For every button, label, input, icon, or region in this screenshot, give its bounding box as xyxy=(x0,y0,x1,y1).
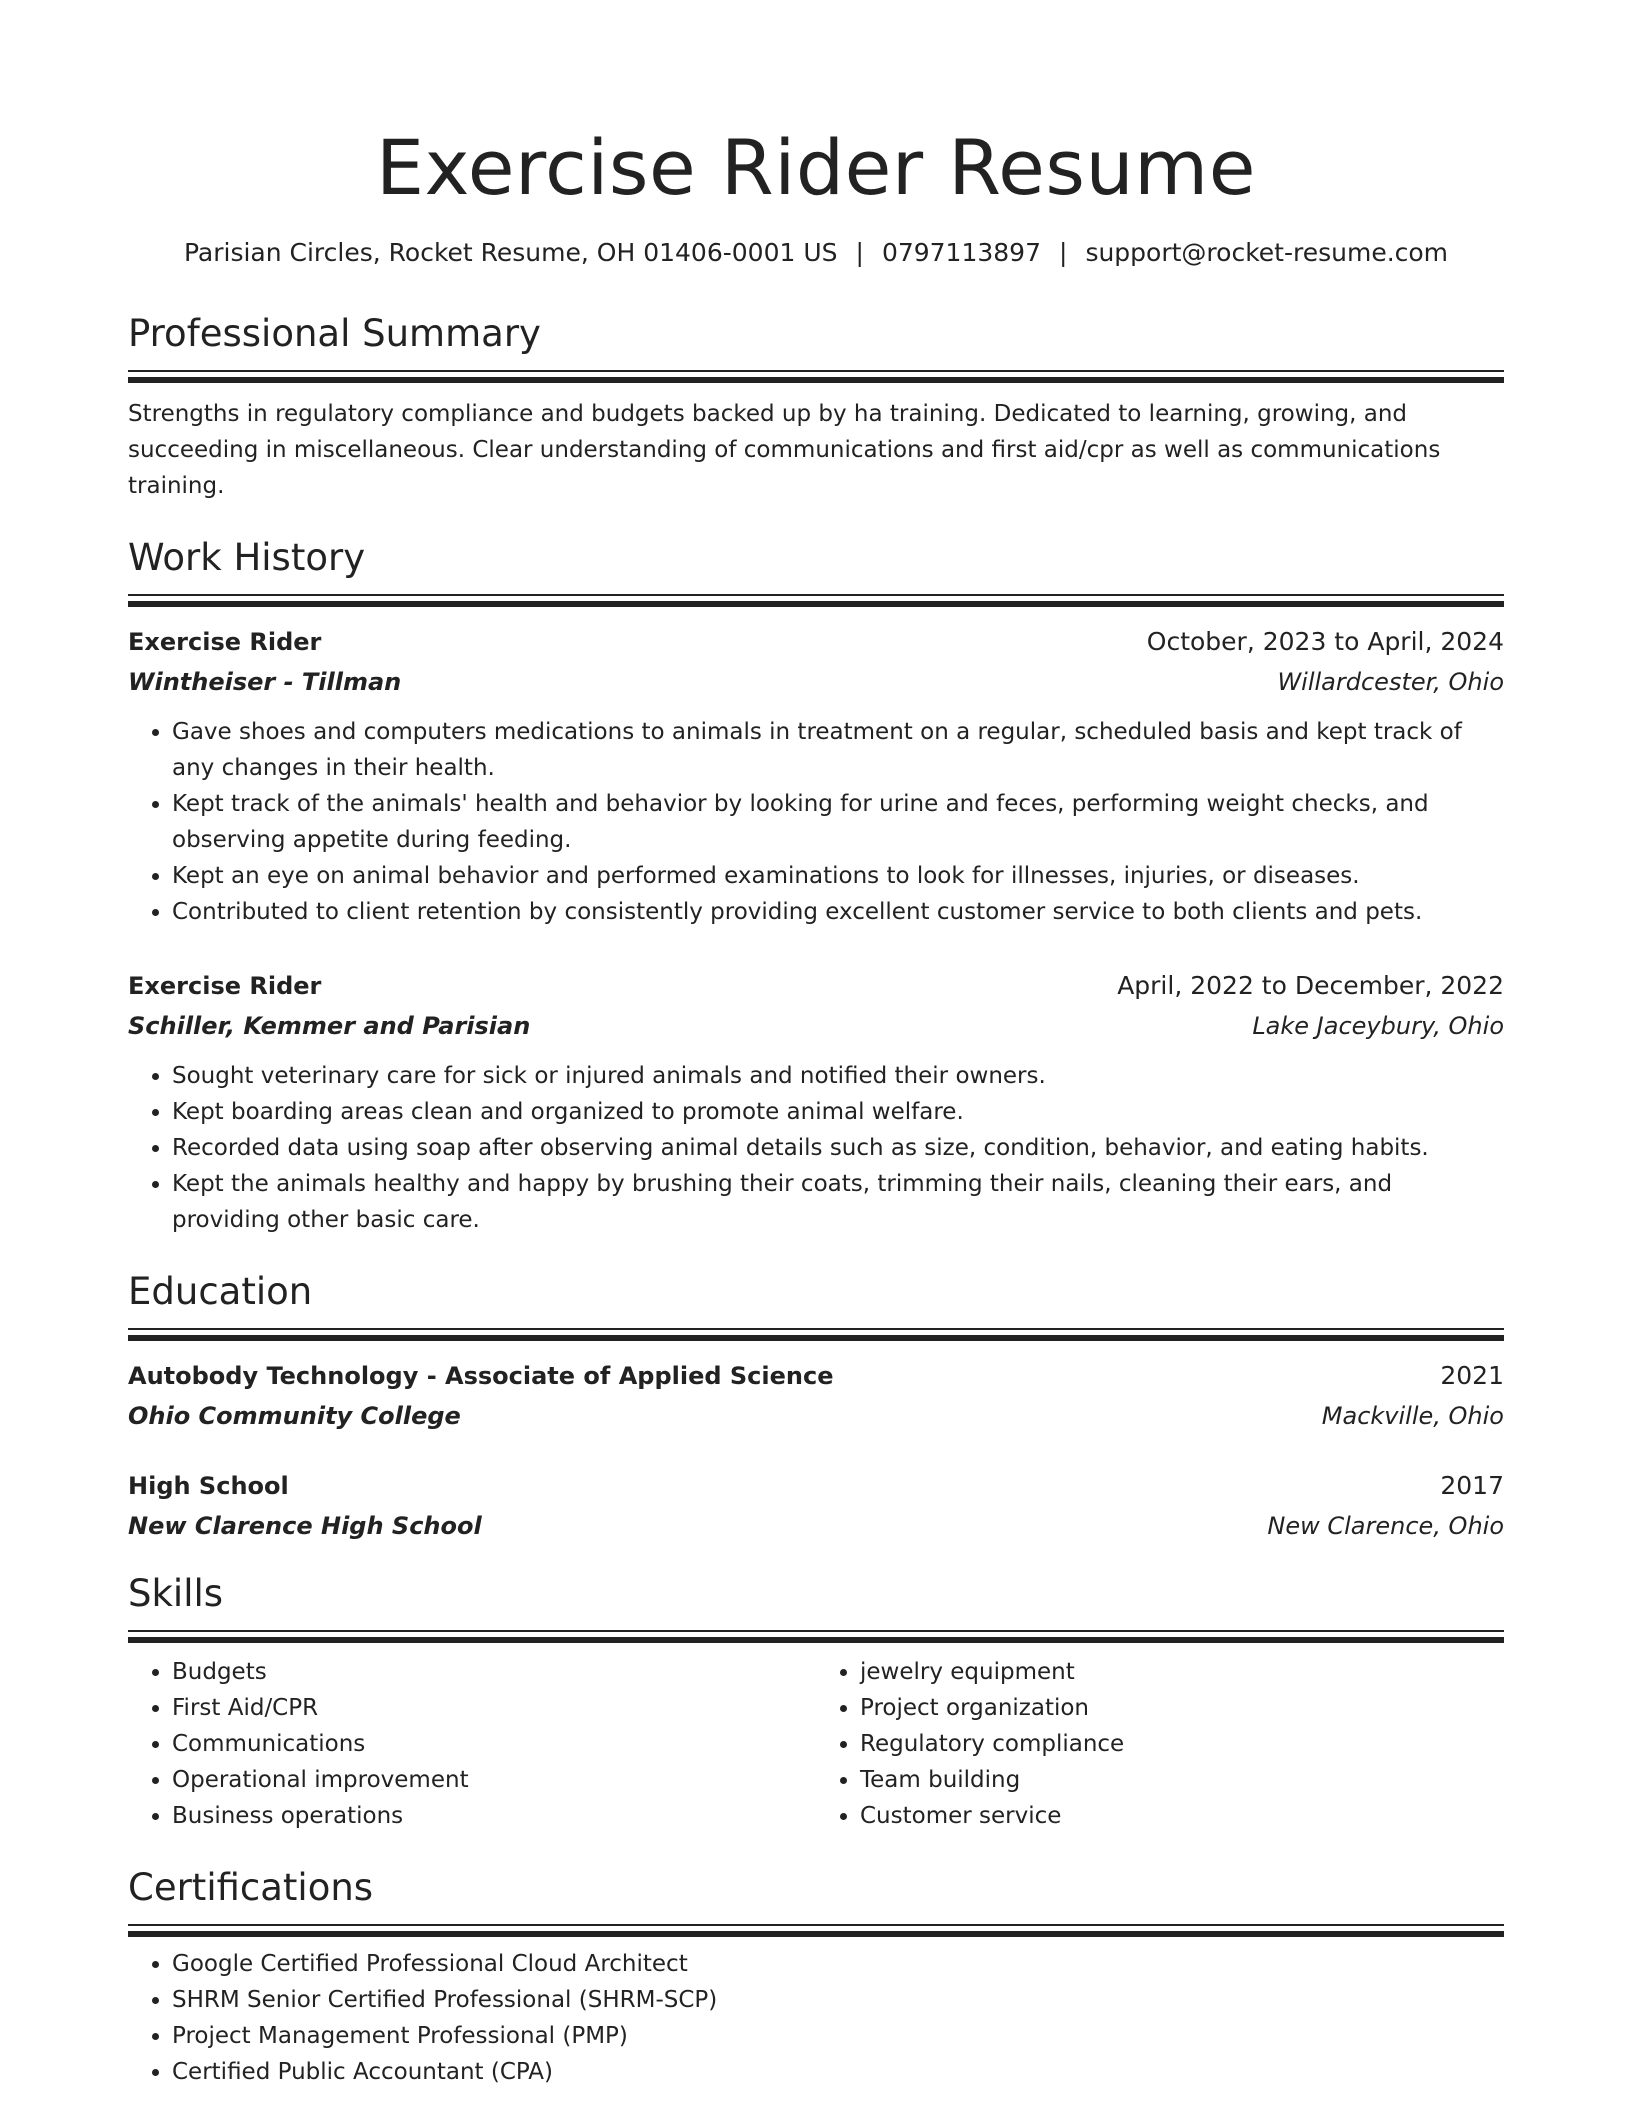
summary-section xyxy=(128,310,1504,504)
education-entry xyxy=(128,1466,1504,1546)
job-entry xyxy=(128,622,1504,930)
certification-item: • Google Certified Professional Cloud Architect xyxy=(172,1946,1504,1982)
job-location: Lake Jaceybury, Ohio xyxy=(1252,1012,1504,1040)
education-year: 2021 xyxy=(1440,1361,1504,1390)
job-bullet: • Gave shoes and computers medications to animals in treatment on a regular, scheduled basis and kept track of any changes in their health. xyxy=(172,714,1504,786)
job-bullet: • Recorded data using soap after observing animal details such as size, condition, behavior, and eating habits. xyxy=(172,1130,1504,1166)
job-bullet: • Contributed to client retention by consistently providing excellent customer service to both clients and pets. xyxy=(172,894,1504,930)
job-bullets xyxy=(128,1058,1504,1238)
job-company: Wintheiser - Tillman xyxy=(128,668,402,696)
skill-item: • Operational improvement xyxy=(172,1762,816,1798)
skill-item: • Customer service xyxy=(860,1798,1504,1834)
certification-item: • Project Management Professional (PMP) xyxy=(172,2018,1504,2054)
job-bullets xyxy=(128,714,1504,930)
contact-email: support@rocket-resume.com xyxy=(1085,238,1449,267)
skills-columns xyxy=(128,1654,1504,1834)
certifications-heading: Certifications xyxy=(128,1866,374,1909)
job-role: Exercise Rider xyxy=(128,972,322,1000)
job-location: Willardcester, Ohio xyxy=(1277,668,1504,696)
certification-item: • SHRM Senior Certified Professional (SHRM-SCP) xyxy=(172,1982,1504,2018)
job-dates: April, 2022 to December, 2022 xyxy=(1117,971,1504,1000)
job-bullet: • Kept the animals healthy and happy by brushing their coats, trimming their nails, cleaning their ears, and providing other basic care. xyxy=(172,1166,1504,1238)
education-section xyxy=(128,1268,1504,1546)
job-company: Schiller, Kemmer and Parisian xyxy=(128,1012,531,1040)
skills-list-right xyxy=(816,1654,1504,1834)
contact-phone: 0797113897 xyxy=(881,238,1041,267)
skills-heading: Skills xyxy=(128,1572,224,1615)
education-school: New Clarence High School xyxy=(128,1512,482,1540)
resume-title: Exercise Rider Resume xyxy=(376,123,1256,212)
job-bullet: • Kept track of the animals' health and behavior by looking for urine and feces, performing weight checks, and observing appetite during feeding. xyxy=(172,786,1504,858)
skills-list-left xyxy=(128,1654,816,1834)
education-degree: High School xyxy=(128,1472,289,1500)
education-entry xyxy=(128,1356,1504,1436)
skill-item: • Project organization xyxy=(860,1690,1504,1726)
summary-text: Strengths in regulatory compliance and budgets backed up by ha training. Dedicated to learning, growing, and succeeding in miscellaneous. Clear understanding of communications and first aid/cpr as well as communications training. xyxy=(128,401,1441,499)
education-school: Ohio Community College xyxy=(128,1402,461,1430)
skill-item: • Team building xyxy=(860,1762,1504,1798)
certifications-section xyxy=(128,1864,1504,2090)
contact-line xyxy=(128,236,1504,270)
skill-item: • First Aid/CPR xyxy=(172,1690,816,1726)
skill-item: • jewelry equipment xyxy=(860,1654,1504,1690)
section-divider xyxy=(128,594,1504,608)
education-year: 2017 xyxy=(1440,1471,1504,1500)
education-location: Mackville, Ohio xyxy=(1321,1402,1504,1430)
section-divider xyxy=(128,1630,1504,1644)
certification-item: • Certified Public Accountant (CPA) xyxy=(172,2054,1504,2090)
job-entry xyxy=(128,966,1504,1238)
certifications-list xyxy=(128,1946,1504,2090)
job-bullet: • Kept an eye on animal behavior and performed examinations to look for illnesses, injuries, or diseases. xyxy=(172,858,1504,894)
job-bullet: • Sought veterinary care for sick or injured animals and notified their owners. xyxy=(172,1058,1504,1094)
skill-item: • Regulatory compliance xyxy=(860,1726,1504,1762)
contact-separator: | xyxy=(855,238,864,267)
contact-separator: | xyxy=(1059,238,1068,267)
skill-item: • Communications xyxy=(172,1726,816,1762)
summary-heading: Professional Summary xyxy=(128,312,541,355)
education-location: New Clarence, Ohio xyxy=(1267,1512,1504,1540)
work-section xyxy=(128,534,1504,1238)
skills-section xyxy=(128,1570,1504,1834)
section-divider xyxy=(128,370,1504,384)
section-divider xyxy=(128,1328,1504,1342)
contact-address: Parisian Circles, Rocket Resume, OH 01406-0001 US xyxy=(183,238,838,267)
work-heading: Work History xyxy=(128,536,366,579)
education-heading: Education xyxy=(128,1270,313,1313)
job-dates: October, 2023 to April, 2024 xyxy=(1146,627,1504,656)
section-divider xyxy=(128,1924,1504,1938)
skill-item: • Budgets xyxy=(172,1654,816,1690)
education-degree: Autobody Technology - Associate of Applied Science xyxy=(128,1362,834,1390)
job-role: Exercise Rider xyxy=(128,628,322,656)
job-bullet: • Kept boarding areas clean and organized to promote animal welfare. xyxy=(172,1094,1504,1130)
skill-item: • Business operations xyxy=(172,1798,816,1834)
